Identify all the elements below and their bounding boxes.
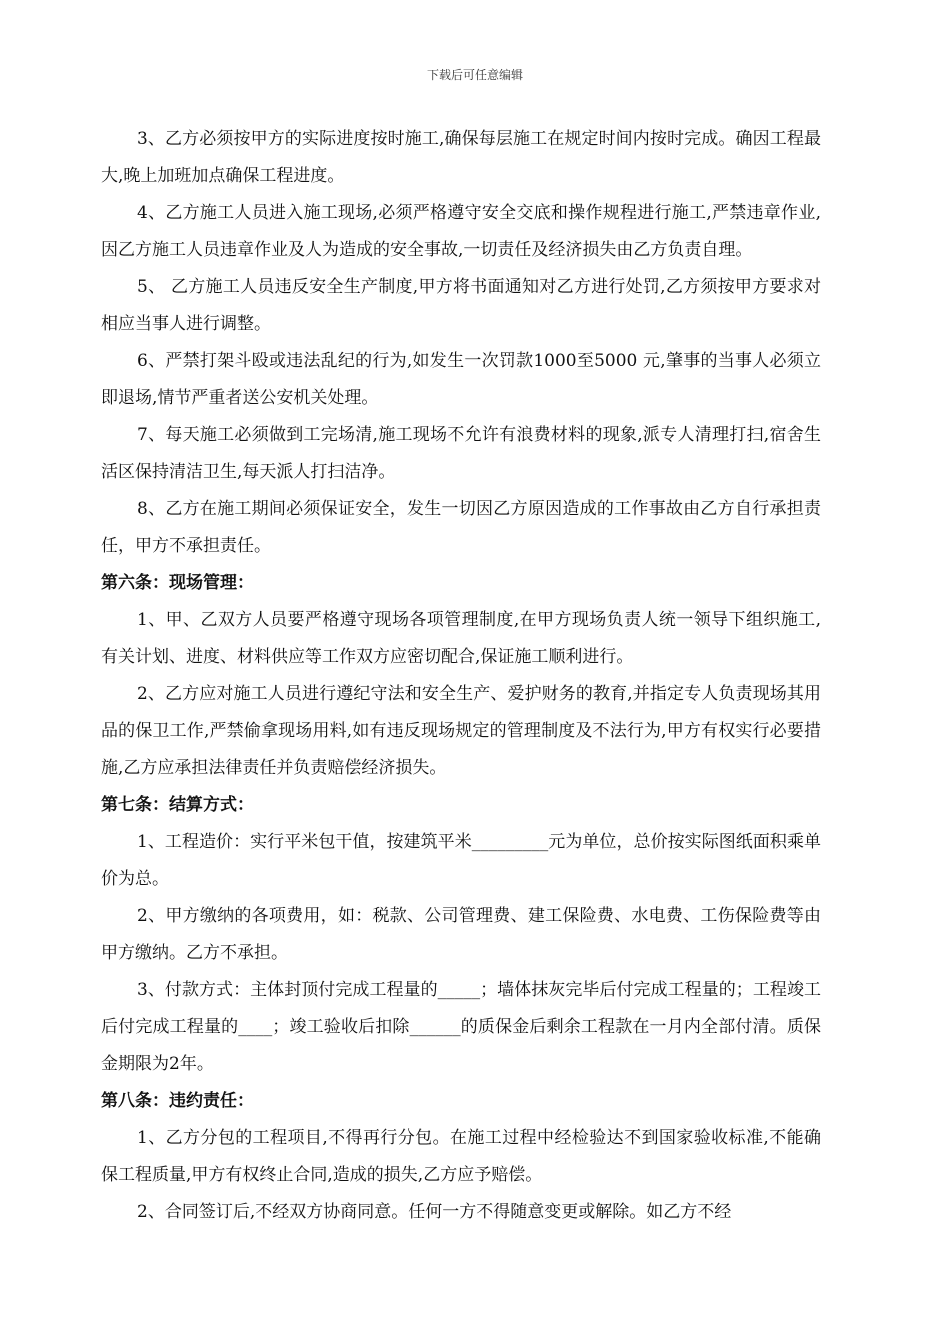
clause-paragraph: 6、严禁打架斗殴或违法乱纪的行为,如发生一次罚款1000至5000 元,肇事的当事人必须立即退场,情节严重者送公安机关处理。 bbox=[101, 351, 821, 408]
clause-paragraph: 3、付款方式：主体封顶付完成工程量的_____；墙体抹灰完毕后付完成工程量的；工程竣工后付完成工程量的____；竣工验收后扣除______的质保金后剩余工程款在一月内全部付清。质保金期限为2年。 bbox=[101, 980, 821, 1074]
section-heading: 第七条：结算方式： bbox=[101, 795, 254, 815]
clause-paragraph: 1、工程造价：实行平米包干值，按建筑平米_________元为单位，总价按实际图纸面积乘单价为总。 bbox=[101, 832, 821, 889]
page-header: 下载后可任意编辑 bbox=[426, 68, 523, 82]
clause-paragraph: 3、乙方必须按甲方的实际进度按时施工,确保每层施工在规定时间内按时完成。确因工程最大,晚上加班加点确保工程进度。 bbox=[101, 129, 821, 186]
clause-paragraph: 2、乙方应对施工人员进行遵纪守法和安全生产、爱护财务的教育,并指定专人负责现场其用品的保卫工作,严禁偷拿现场用料,如有违反现场规定的管理制度及不法行为,甲方有权实行必要措施,乙方应承担法律责任并负责赔偿经济损失。 bbox=[101, 684, 821, 778]
clause-paragraph: 7、每天施工必须做到工完场清,施工现场不允许有浪费材料的现象,派专人清理打扫,宿舍生活区保持清洁卫生,每天派人打扫洁净。 bbox=[101, 425, 821, 482]
clause-paragraph: 2、甲方缴纳的各项费用，如：税款、公司管理费、建工保险费、水电费、工伤保险费等由甲方缴纳。乙方不承担。 bbox=[101, 906, 821, 963]
clause-paragraph: 1、甲、乙双方人员要严格遵守现场各项管理制度,在甲方现场负责人统一领导下组织施工,有关计划、进度、材料供应等工作双方应密切配合,保证施工顺利进行。 bbox=[101, 610, 821, 667]
clause-paragraph: 1、乙方分包的工程项目,不得再行分包。在施工过程中经检验达不到国家验收标准,不能确保工程质量,甲方有权终止合同,造成的损失,乙方应予赔偿。 bbox=[101, 1128, 821, 1185]
section-heading: 第六条：现场管理： bbox=[101, 573, 254, 593]
section-heading: 第八条：违约责任： bbox=[101, 1091, 254, 1111]
clause-paragraph: 4、乙方施工人员进入施工现场,必须严格遵守安全交底和操作规程进行施工,严禁违章作业,因乙方施工人员违章作业及人为造成的安全事故,一切责任及经济损失由乙方负责自理。 bbox=[101, 203, 821, 260]
clause-paragraph: 8、乙方在施工期间必须保证安全，发生一切因乙方原因造成的工作事故由乙方自行承担责任，甲方不承担责任。 bbox=[101, 499, 821, 556]
clause-paragraph: 2、合同签订后,不经双方协商同意。任何一方不得随意变更或解除。如乙方不经 bbox=[137, 1202, 732, 1222]
document-body bbox=[101, 121, 821, 1231]
clause-paragraph: 5、 乙方施工人员违反安全生产制度,甲方将书面通知对乙方进行处罚,乙方须按甲方要求对相应当事人进行调整。 bbox=[101, 277, 821, 334]
